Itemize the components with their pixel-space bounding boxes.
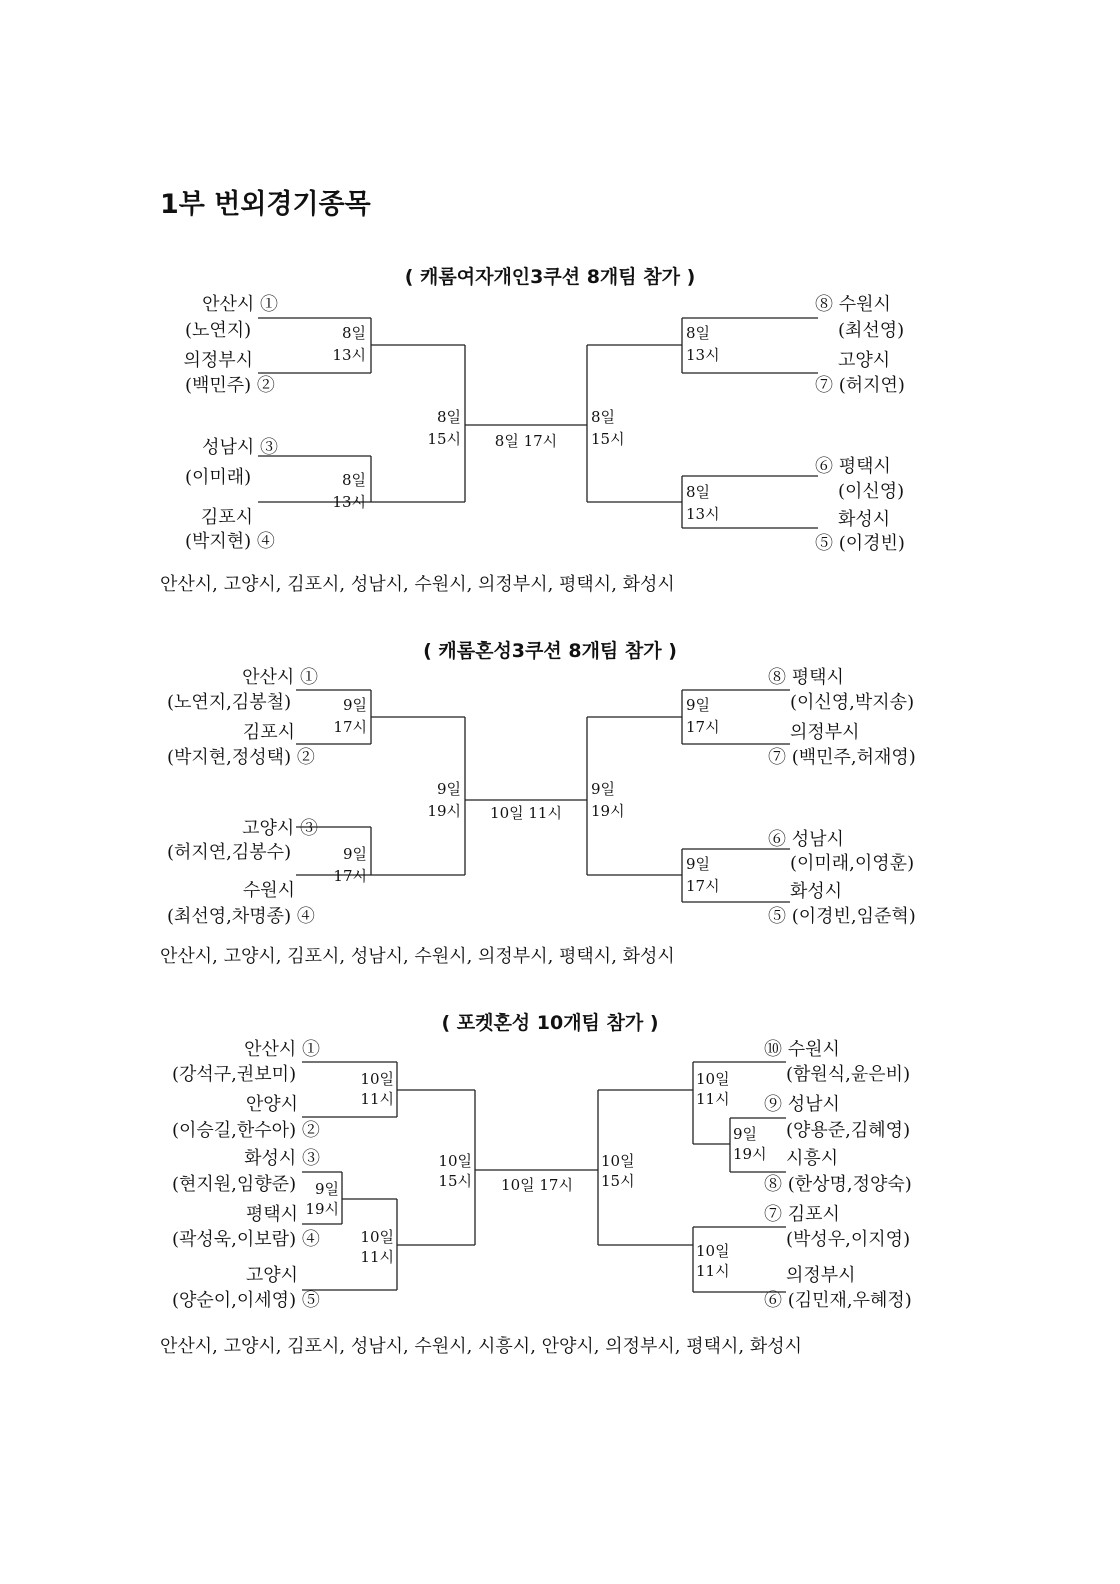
s3-left-4-city: 평택시 bbox=[245, 1204, 298, 1225]
s2-r2-hour: 17시 bbox=[686, 877, 720, 895]
s1-right-6-players: (이신영) bbox=[838, 481, 905, 502]
s3-rsemi-hour: 15시 bbox=[601, 1172, 635, 1190]
s1-right-5-players: ⑤ (이경빈) bbox=[815, 533, 905, 554]
s3-l1-day: 10일 bbox=[360, 1070, 394, 1088]
s1-right-8-players: (최선영) bbox=[838, 320, 905, 341]
s2-l2-day: 9일 bbox=[342, 845, 367, 863]
s1-left-4-city: 김포시 bbox=[200, 507, 253, 528]
s2-right-6-city: ⑥ 성남시 bbox=[768, 829, 844, 850]
section-3-bracket bbox=[0, 1030, 1120, 1320]
s1-right-6-city: ⑥ 평택시 bbox=[815, 456, 891, 477]
section-1-participants: 안산시, 고양시, 김포시, 성남시, 수원시, 의정부시, 평택시, 화성시 bbox=[160, 574, 675, 595]
s3-left-5-players: (양순이,이세영) ⑤ bbox=[172, 1290, 320, 1311]
s3-left-5-city: 고양시 bbox=[245, 1265, 298, 1286]
s3-right-10-players: (함원식,윤은비) bbox=[786, 1064, 911, 1085]
s3-right-7-city: ⑦ 김포시 bbox=[764, 1204, 840, 1225]
s3-right-7-players: (박성우,이지영) bbox=[786, 1229, 911, 1250]
section-3-participants: 안산시, 고양시, 김포시, 성남시, 수원시, 시흥시, 안양시, 의정부시, 평택시, 화성시 bbox=[160, 1336, 803, 1357]
s2-left-2-city: 김포시 bbox=[242, 722, 295, 743]
s1-l2-hour: 13시 bbox=[332, 493, 366, 511]
s1-lsemi-day: 8일 bbox=[436, 408, 461, 426]
s2-left-1-city: 안산시 ① bbox=[242, 667, 318, 688]
s3-rsemi-day: 10일 bbox=[601, 1152, 635, 1170]
s3-l2-day: 10일 bbox=[360, 1228, 394, 1246]
s1-left-2-city: 의정부시 bbox=[183, 350, 253, 371]
s1-left-2-players: (백민주) ② bbox=[185, 375, 275, 396]
s1-left-3-city: 성남시 ③ bbox=[202, 437, 278, 458]
s2-right-8-players: (이신영,박지송) bbox=[790, 692, 915, 713]
s3-r1-hour: 11시 bbox=[696, 1090, 730, 1108]
s2-left-3-players: (허지연,김봉수) bbox=[167, 842, 292, 863]
s1-left-3-players: (이미래) bbox=[185, 467, 252, 488]
s3-right-9-players: (양용준,김혜영) bbox=[786, 1120, 911, 1141]
s3-l1-hour: 11시 bbox=[360, 1090, 394, 1108]
s3-right-8-city: 시흥시 bbox=[786, 1148, 839, 1169]
page-heading: 1부 번외경기종목 bbox=[160, 189, 371, 220]
s2-lsemi-hour: 19시 bbox=[427, 802, 461, 820]
section-2-bracket bbox=[0, 660, 1120, 930]
s1-right-8-city: ⑧ 수원시 bbox=[815, 294, 891, 315]
s3-left-2-city: 안양시 bbox=[245, 1094, 298, 1115]
s1-rsemi-day: 8일 bbox=[591, 408, 616, 426]
s3-lsemi-day: 10일 bbox=[438, 1152, 472, 1170]
s1-l1-hour: 13시 bbox=[332, 346, 366, 364]
s2-right-8-city: ⑧ 평택시 bbox=[768, 667, 844, 688]
s2-right-7-city: 의정부시 bbox=[790, 722, 860, 743]
s2-left-2-players: (박지현,정성택) ② bbox=[167, 747, 315, 768]
s3-rpre-hour: 19시 bbox=[733, 1145, 767, 1163]
s2-left-4-players: (최선영,차명종) ④ bbox=[167, 906, 315, 927]
s2-r1-day: 9일 bbox=[686, 696, 711, 714]
s3-left-2-players: (이승길,한수아) ② bbox=[172, 1120, 320, 1141]
s2-lsemi-day: 9일 bbox=[436, 780, 461, 798]
s2-left-3-city: 고양시 ③ bbox=[242, 818, 318, 839]
s2-right-7-players: ⑦ (백민주,허재영) bbox=[768, 747, 916, 768]
s3-right-6-city: 의정부시 bbox=[786, 1265, 856, 1286]
s2-l2-hour: 17시 bbox=[333, 867, 367, 885]
s1-r2-hour: 13시 bbox=[686, 505, 720, 523]
s1-left-4-players: (박지현) ④ bbox=[185, 531, 275, 552]
s3-left-3-city: 화성시 ③ bbox=[244, 1148, 320, 1169]
s3-right-10-city: ⑩ 수원시 bbox=[764, 1039, 840, 1060]
s1-right-7-city: 고양시 bbox=[838, 350, 891, 371]
s2-final-time: 10일 11시 bbox=[490, 804, 562, 822]
s2-r2-day: 9일 bbox=[686, 855, 711, 873]
s1-right-7-players: ⑦ (허지연) bbox=[815, 375, 905, 396]
s3-r1-day: 10일 bbox=[696, 1070, 730, 1088]
s2-right-5-players: ⑤ (이경빈,임준혁) bbox=[768, 906, 916, 927]
s1-final-time: 8일 17시 bbox=[494, 432, 558, 450]
s3-final-time: 10일 17시 bbox=[501, 1176, 573, 1194]
s2-l1-hour: 17시 bbox=[333, 718, 367, 736]
s1-r1-hour: 13시 bbox=[686, 346, 720, 364]
s1-r2-day: 8일 bbox=[686, 483, 711, 501]
s2-left-4-city: 수원시 bbox=[242, 880, 295, 901]
s1-right-5-city: 화성시 bbox=[838, 509, 891, 530]
section-1-title: ( 캐롬여자개인3쿠션 8개팀 참가 ) bbox=[404, 266, 696, 288]
section-2-title: ( 캐롬혼성3쿠션 8개팀 참가 ) bbox=[423, 640, 677, 662]
s2-left-1-players: (노연지,김봉철) bbox=[167, 692, 292, 713]
section-1-bracket bbox=[0, 285, 1120, 555]
s1-lsemi-hour: 15시 bbox=[427, 430, 461, 448]
s1-r1-day: 8일 bbox=[686, 324, 711, 342]
s3-right-8-players: ⑧ (한상명,정양숙) bbox=[764, 1174, 912, 1195]
s2-rsemi-day: 9일 bbox=[591, 780, 616, 798]
s1-l1-day: 8일 bbox=[341, 324, 366, 342]
s3-rpre-day: 9일 bbox=[733, 1125, 758, 1143]
section-3-title: ( 포켓혼성 10개팀 참가 ) bbox=[441, 1012, 659, 1034]
s3-right-6-players: ⑥ (김민재,우혜정) bbox=[764, 1290, 912, 1311]
s2-right-5-city: 화성시 bbox=[790, 881, 843, 902]
s3-left-4-players: (곽성욱,이보람) ④ bbox=[172, 1229, 320, 1250]
s3-lpre-hour: 19시 bbox=[305, 1200, 339, 1218]
s1-rsemi-hour: 15시 bbox=[591, 430, 625, 448]
s3-lpre-day: 9일 bbox=[314, 1180, 339, 1198]
s1-left-1-players: (노연지) bbox=[185, 320, 252, 341]
s3-left-3-players: (현지원,임향준) bbox=[172, 1174, 297, 1195]
s3-l2-hour: 11시 bbox=[360, 1248, 394, 1266]
s2-right-6-players: (이미래,이영훈) bbox=[790, 853, 915, 874]
s3-right-9-city: ⑨ 성남시 bbox=[764, 1094, 840, 1115]
section-2-participants: 안산시, 고양시, 김포시, 성남시, 수원시, 의정부시, 평택시, 화성시 bbox=[160, 946, 675, 967]
s2-rsemi-hour: 19시 bbox=[591, 802, 625, 820]
s3-lsemi-hour: 15시 bbox=[438, 1172, 472, 1190]
s3-left-1-city: 안산시 ① bbox=[244, 1039, 320, 1060]
s3-r2-day: 10일 bbox=[696, 1242, 730, 1260]
s3-r2-hour: 11시 bbox=[696, 1262, 730, 1280]
s2-r1-hour: 17시 bbox=[686, 718, 720, 736]
s3-left-1-players: (강석구,권보미) bbox=[172, 1064, 297, 1085]
s2-l1-day: 9일 bbox=[342, 696, 367, 714]
s1-left-1-city: 안산시 ① bbox=[202, 294, 278, 315]
s1-l2-day: 8일 bbox=[341, 471, 366, 489]
